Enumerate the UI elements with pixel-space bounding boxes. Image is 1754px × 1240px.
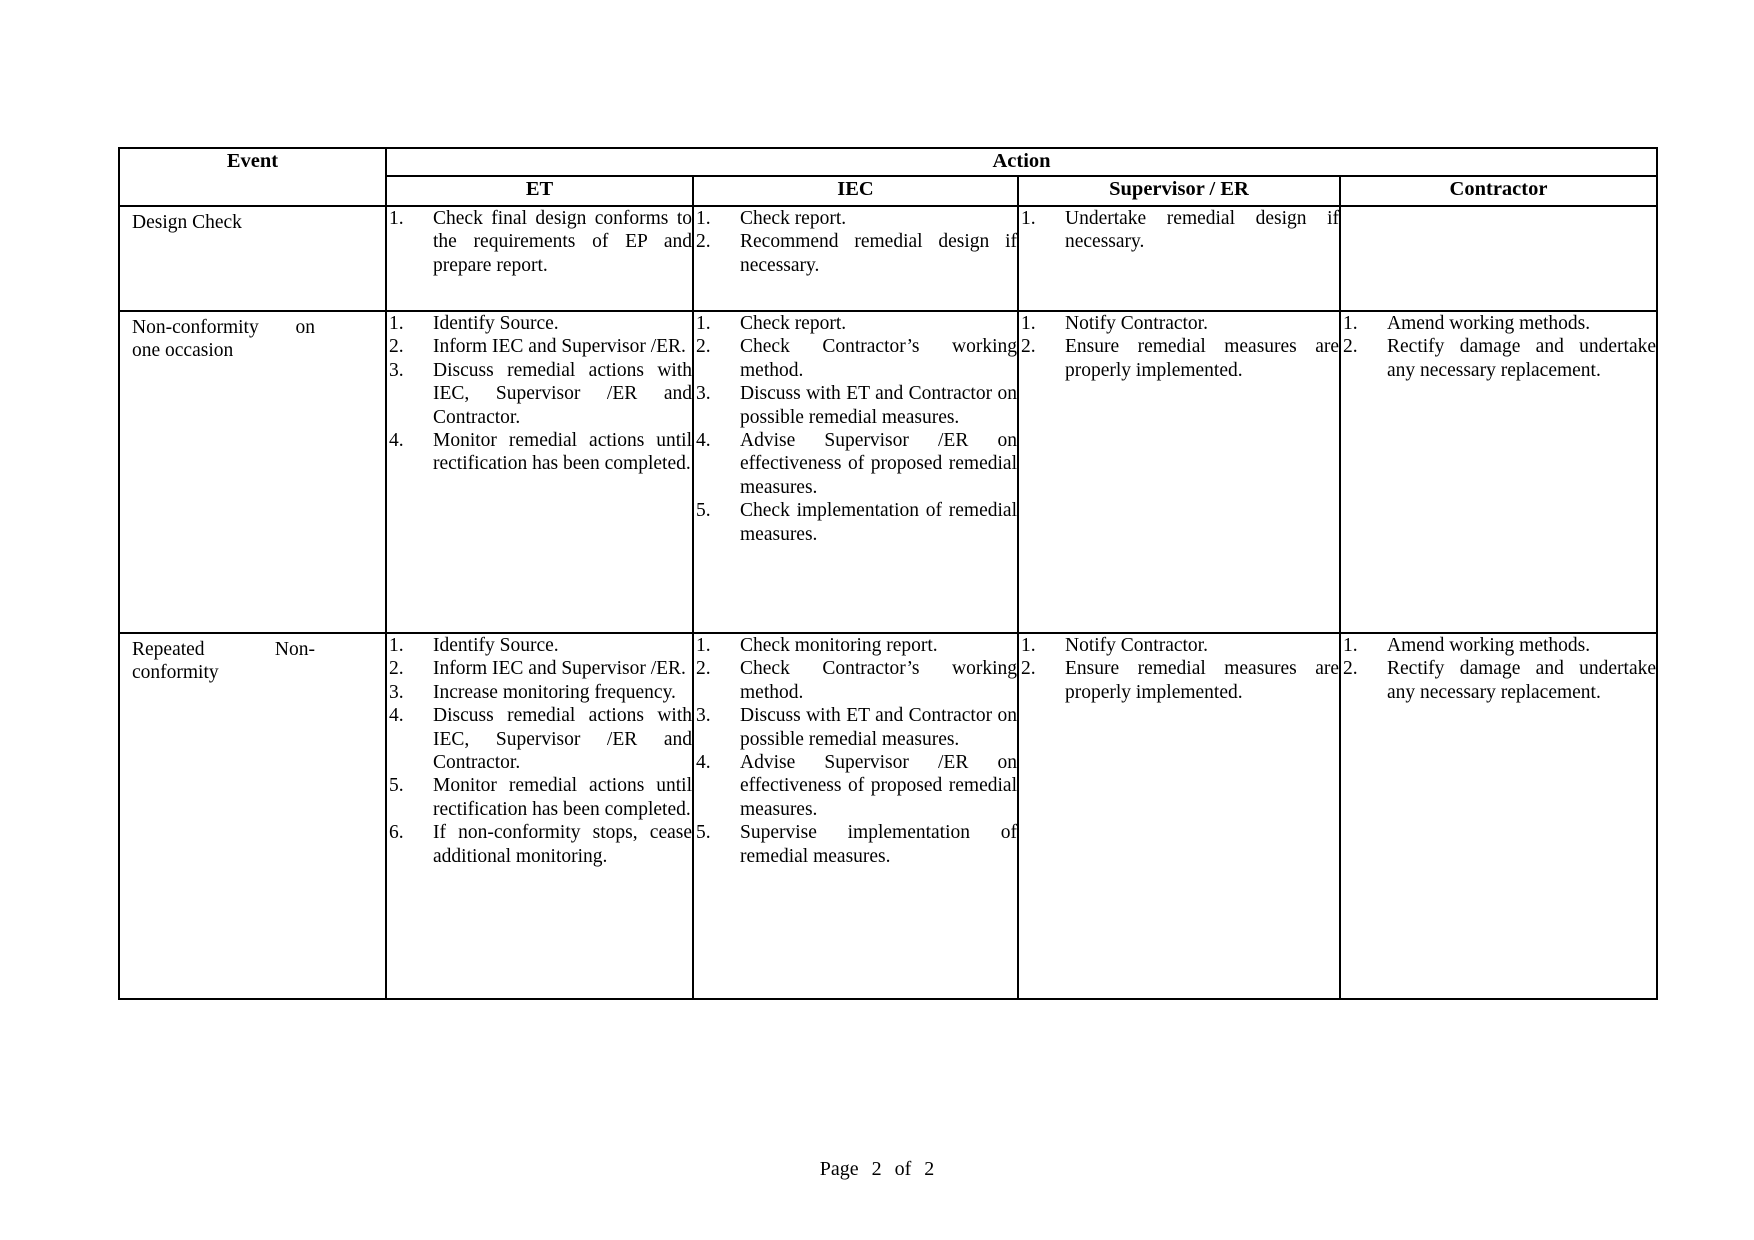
item-number: 3. <box>696 383 711 405</box>
event-cell: Repeated Non-conformity <box>119 633 386 999</box>
action-list <box>1341 312 1656 382</box>
col-header-et: ET <box>386 176 693 206</box>
actions-cell-iec <box>693 206 1018 311</box>
action-item <box>387 634 692 657</box>
item-text: Supervise implementation of remedial measures. <box>740 822 1017 867</box>
item-text: Rectify damage and undertake any necessary replacement. <box>1387 658 1657 703</box>
item-text: Check Contractor’s working method. <box>740 336 1017 381</box>
action-item <box>387 207 692 277</box>
item-number: 1. <box>1343 635 1358 656</box>
item-text: Inform IEC and Supervisor /ER. <box>433 336 686 358</box>
item-number: 1. <box>1021 635 1036 656</box>
actions-cell-supervisor <box>1018 206 1340 311</box>
item-number: 4. <box>696 751 711 773</box>
item-number: 1. <box>696 313 711 334</box>
item-text: Ensure remedial measures are properly implemented. <box>1065 658 1339 703</box>
action-item <box>694 634 1017 657</box>
action-item <box>1019 335 1339 382</box>
col-header-contractor: Contractor <box>1340 176 1657 206</box>
actions-cell-supervisor <box>1018 311 1340 633</box>
table-body <box>119 206 1657 999</box>
col-header-supervisor-er: Supervisor / ER <box>1018 176 1340 206</box>
action-item <box>694 230 1017 277</box>
item-number: 2. <box>696 231 711 253</box>
item-number: 5. <box>696 822 711 844</box>
action-item <box>1341 312 1656 335</box>
item-text: Check report. <box>740 208 847 229</box>
item-text: Notify Contractor. <box>1065 313 1208 334</box>
item-number: 2. <box>389 336 404 358</box>
action-item <box>694 704 1017 751</box>
action-item <box>387 681 692 704</box>
item-number: 2. <box>1021 658 1036 680</box>
table-header <box>119 148 1657 206</box>
action-list <box>1341 634 1656 704</box>
action-item <box>1341 634 1656 657</box>
actions-cell-supervisor <box>1018 633 1340 999</box>
item-text: Inform IEC and Supervisor /ER. <box>433 658 686 680</box>
item-number: 1. <box>1021 313 1036 334</box>
event-cell: Design Check <box>119 206 386 311</box>
action-list <box>387 634 692 868</box>
item-number: 1. <box>1343 313 1358 334</box>
item-text: Recommend remedial design if necessary. <box>740 231 1017 276</box>
item-number: 1. <box>389 635 404 656</box>
item-number: 1. <box>389 313 404 334</box>
item-text: Discuss remedial actions with IEC, Supervisor /ER and Contractor. <box>433 705 692 773</box>
item-text: If non-conformity stops, cease additional monitoring. <box>433 822 692 867</box>
item-text: Check Contractor’s working method. <box>740 658 1017 703</box>
item-text: Notify Contractor. <box>1065 635 1208 656</box>
action-item <box>1019 312 1339 335</box>
action-list <box>694 634 1017 868</box>
item-number: 2. <box>389 658 404 680</box>
table-row <box>119 311 1657 633</box>
item-number: 4. <box>696 429 711 451</box>
action-item <box>1019 207 1339 254</box>
action-item <box>1019 634 1339 657</box>
header-row-action <box>119 148 1657 176</box>
action-item <box>694 499 1017 546</box>
action-header-cell: Action <box>386 148 1657 176</box>
action-item <box>694 312 1017 335</box>
action-item <box>1019 657 1339 704</box>
actions-cell-iec <box>693 311 1018 633</box>
item-text: Identify Source. <box>433 635 559 656</box>
actions-cell-et <box>386 311 693 633</box>
actions-cell-et <box>386 206 693 311</box>
item-number: 2. <box>696 658 711 680</box>
action-item <box>387 821 692 868</box>
actions-cell-contractor <box>1340 311 1657 633</box>
action-item <box>694 335 1017 382</box>
item-number: 1. <box>696 208 711 229</box>
item-number: 2. <box>696 336 711 358</box>
item-text: Rectify damage and undertake any necessary replacement. <box>1387 336 1657 381</box>
item-text: Identify Source. <box>433 313 559 334</box>
responsibility-table <box>118 147 1658 1000</box>
item-number: 5. <box>389 775 404 797</box>
actions-cell-et <box>386 633 693 999</box>
item-text: Advise Supervisor /ER on effectiveness of proposed remedial measures. <box>740 751 1017 820</box>
item-text: Check report. <box>740 313 847 334</box>
item-number: 3. <box>389 681 404 703</box>
item-number: 2. <box>1021 336 1036 358</box>
action-item <box>694 821 1017 868</box>
item-number: 5. <box>696 500 711 522</box>
event-header-cell: Event <box>119 148 386 206</box>
item-number: 4. <box>389 705 404 727</box>
action-list <box>1019 634 1339 704</box>
item-number: 1. <box>696 635 711 656</box>
item-text: Discuss with ET and Contractor on possible remedial measures. <box>740 383 1017 428</box>
item-text: Advise Supervisor /ER on effectiveness of proposed remedial measures. <box>740 429 1017 498</box>
action-list <box>694 207 1017 277</box>
item-text: Increase monitoring frequency. <box>433 681 676 703</box>
item-text: Monitor remedial actions until rectification has been completed. <box>433 775 692 820</box>
action-list <box>694 312 1017 546</box>
page-number: Page 2 of 2 <box>819 1158 935 1180</box>
item-number: 2. <box>1343 658 1358 680</box>
item-number: 3. <box>696 705 711 727</box>
action-list <box>387 207 692 277</box>
table-row <box>119 206 1657 311</box>
action-item <box>387 429 692 476</box>
actions-cell-contractor <box>1340 206 1657 311</box>
item-text: Ensure remedial measures are properly implemented. <box>1065 336 1339 381</box>
item-text: Discuss remedial actions with IEC, Supervisor /ER and Contractor. <box>433 359 692 428</box>
item-number: 1. <box>1021 208 1036 229</box>
item-text: Check final design conforms to the requirements of EP and prepare report. <box>433 208 692 276</box>
actions-cell-contractor <box>1340 633 1657 999</box>
actions-cell-iec <box>693 633 1018 999</box>
action-item <box>1341 657 1656 704</box>
action-item <box>694 657 1017 704</box>
item-text: Amend working methods. <box>1387 313 1591 334</box>
action-item <box>694 429 1017 499</box>
action-item <box>1341 335 1656 382</box>
item-number: 2. <box>1343 336 1358 358</box>
item-text: Monitor remedial actions until rectification has been completed. <box>433 429 692 475</box>
item-text: Discuss with ET and Contractor on possible remedial measures. <box>740 705 1017 750</box>
action-item <box>694 751 1017 821</box>
action-item <box>387 335 692 358</box>
item-text: Check monitoring report. <box>740 635 938 656</box>
item-text: Undertake remedial design if necessary. <box>1065 208 1339 253</box>
action-item <box>387 704 692 774</box>
event-cell: Non-conformity on one occasion <box>119 311 386 633</box>
item-number: 1. <box>389 208 404 229</box>
action-list <box>1019 207 1339 254</box>
item-number: 3. <box>389 359 404 381</box>
action-list <box>1019 312 1339 382</box>
action-item <box>694 207 1017 230</box>
item-number: 6. <box>389 822 404 844</box>
action-item <box>387 359 692 429</box>
item-text: Amend working methods. <box>1387 635 1591 656</box>
col-header-iec: IEC <box>693 176 1018 206</box>
action-item <box>387 312 692 335</box>
action-item <box>387 774 692 821</box>
item-number: 4. <box>389 429 404 451</box>
action-list <box>387 312 692 476</box>
item-text: Check implementation of remedial measures. <box>740 500 1017 545</box>
action-item <box>387 657 692 680</box>
table-row <box>119 633 1657 999</box>
action-item <box>694 382 1017 429</box>
